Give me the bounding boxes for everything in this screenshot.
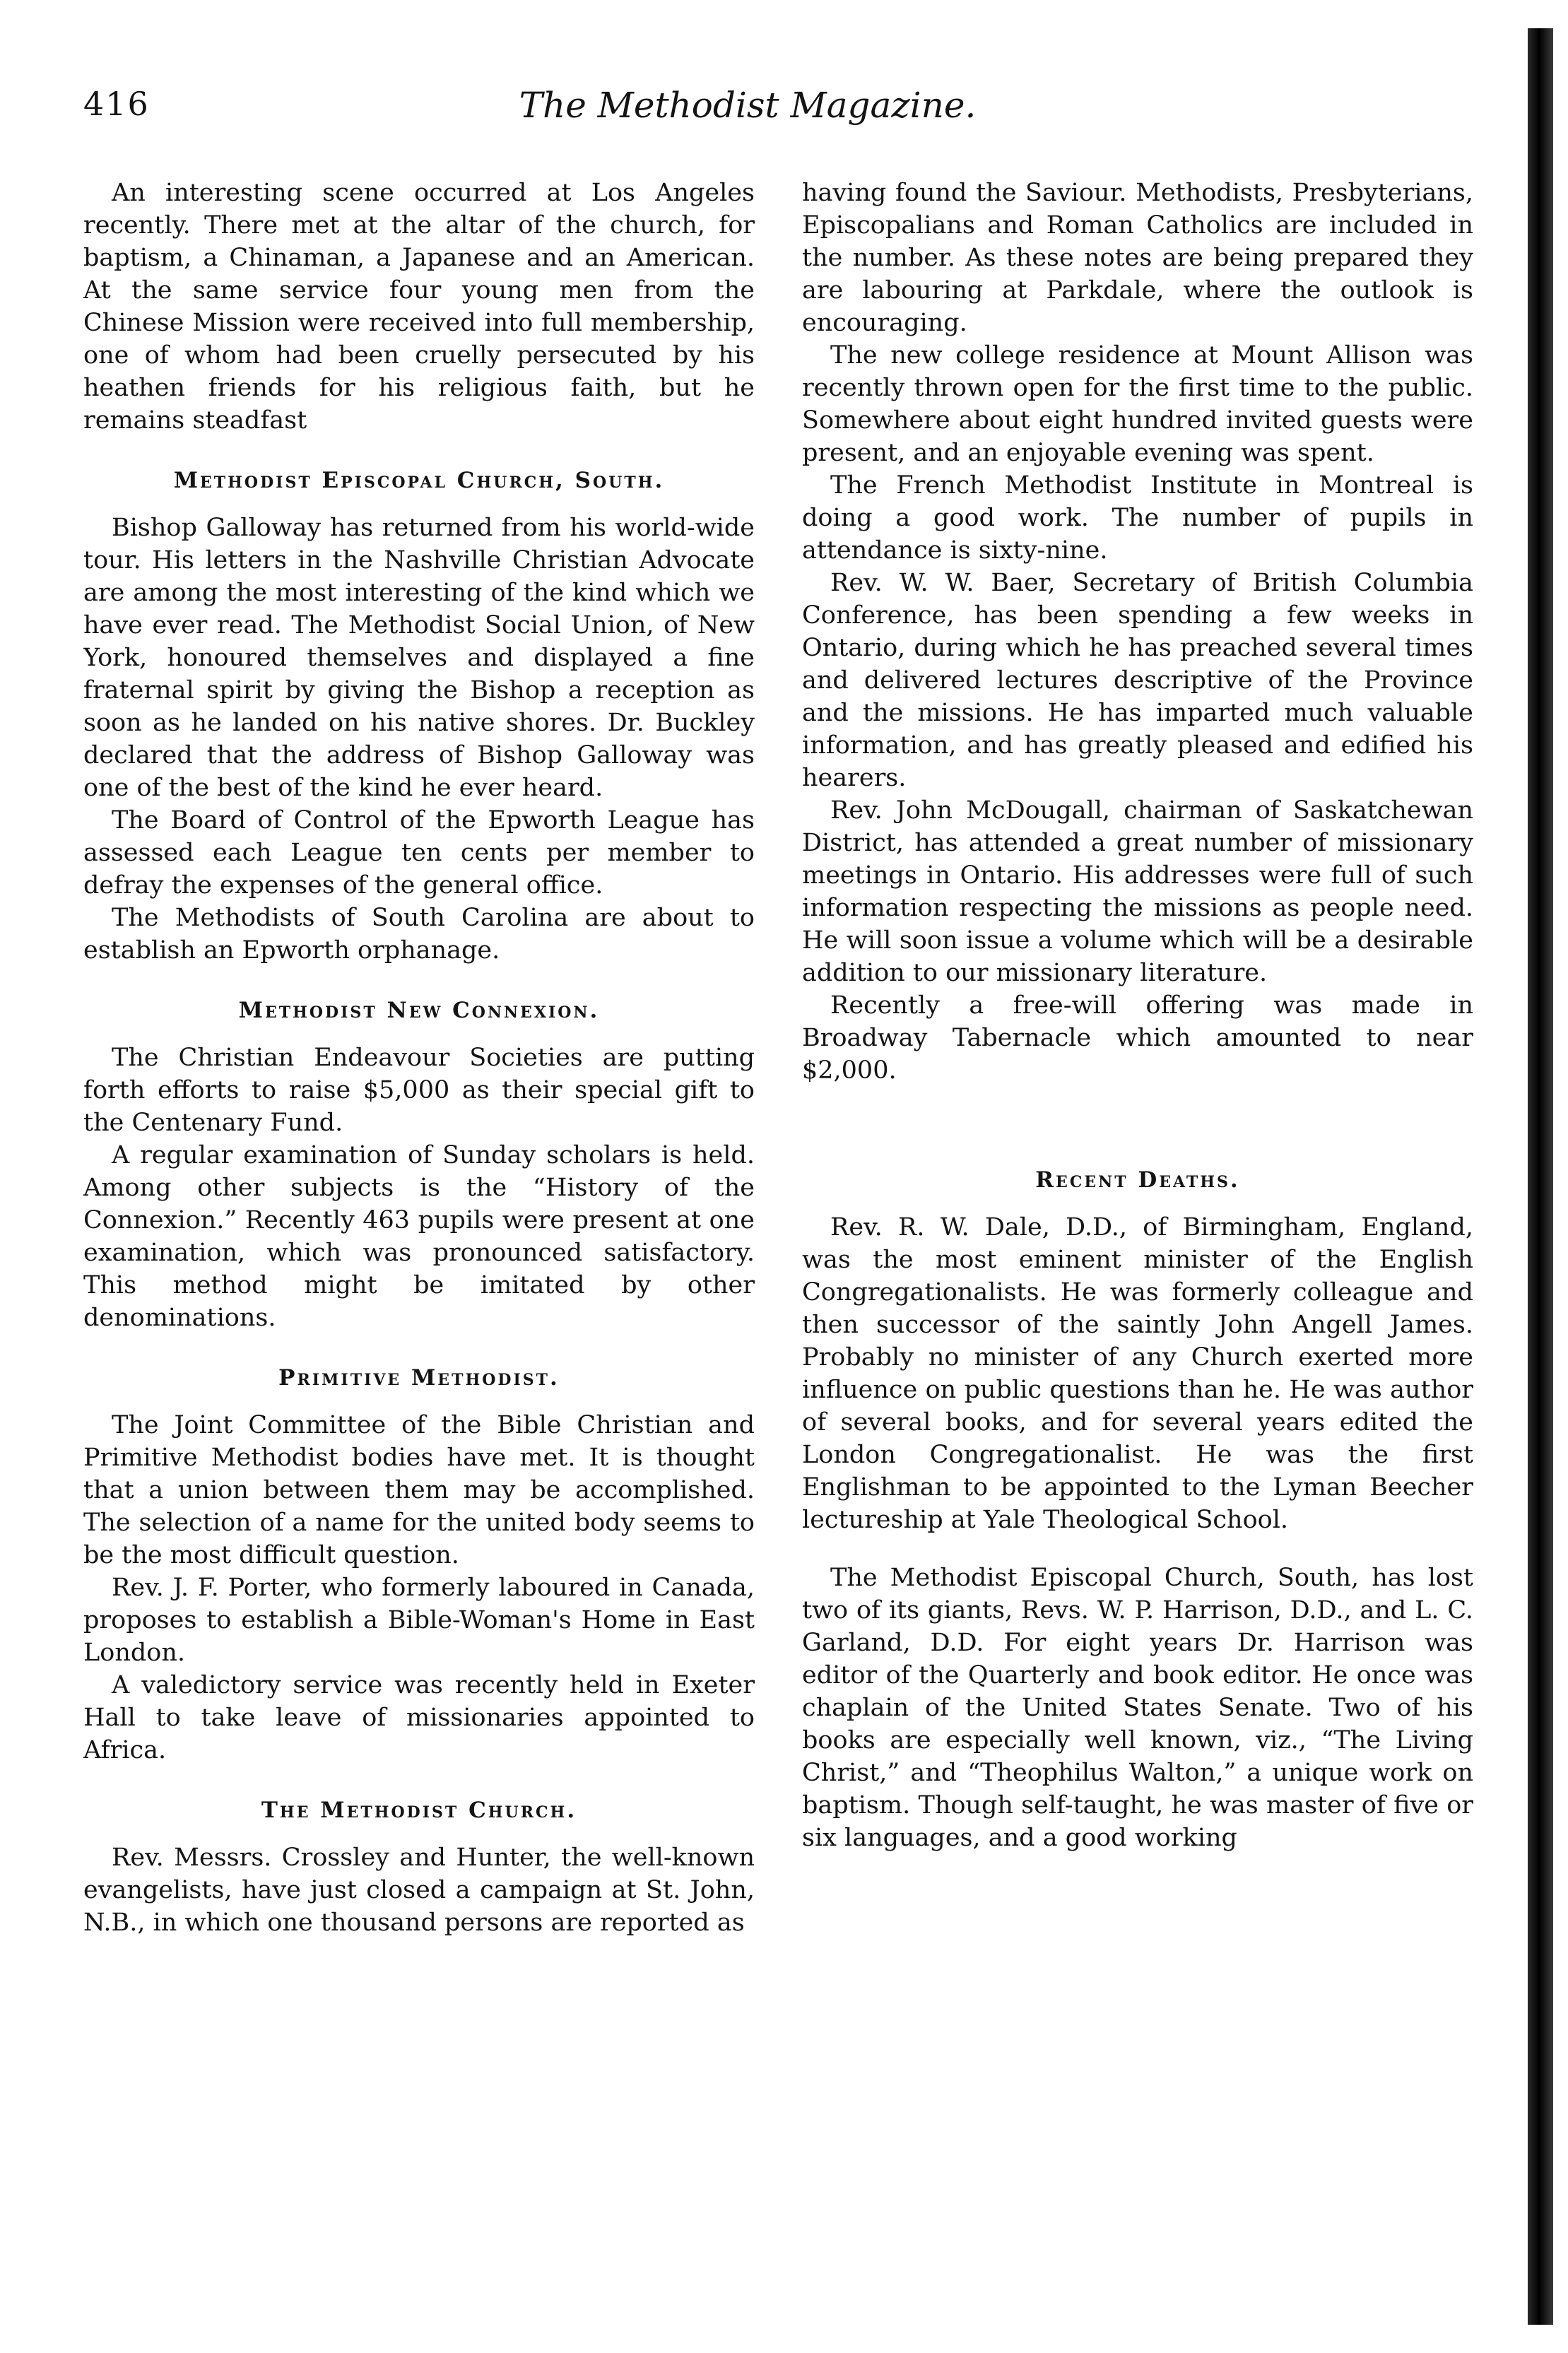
paragraph-sunday-scholars: A regular examination of Sunday scholars is held. Among other subjects is the “History of the Connexion.” Recently 463 pupils were present at one examination, which was pronounced satisfactory. This method might be imitated by other denominations. xyxy=(83,1141,755,1332)
paragraph-rev-dale: Rev. R. W. Dale, D.D., of Birmingham, England, was the most eminent minister of the English Congregationalists. He was formerly colleague and then successor of the saintly John Angell James. Probably no minister of any Church exerted more influence on public questions than he. He was author of several books, and for several years edited the London Congregationalist. He was the first Englishman to be appointed to the Lyman Beecher lectureship at Yale Theological School. xyxy=(802,1213,1473,1534)
paragraph-rev-baer: Rev. W. W. Baer, Secretary of British Columbia Conference, has been spending a few weeks in Ontario, during which he has preached several times and delivered lectures descriptive of the Province and the missions. He has imparted much valuable information, and has greatly pleased and edified his hearers. xyxy=(802,569,1473,792)
paragraph-bishop-galloway: Bishop Galloway has returned from his world-wide tour. His letters in the Nashville Christian Advocate are among the most interesting of the kind which we have ever read. The Methodist Social Union, of New York, honoured themselves and displayed a fine fraternal spirit by giving the Bishop a reception as soon as he landed on his native shores. Dr. Buckley declared that the address of Bishop Galloway was one of the best of the kind he ever heard. xyxy=(83,514,755,802)
paragraph-rev-mcdougall: Rev. John McDougall, chairman of Saskatchewan District, has attended a great number of missionary meetings in Ontario. His addresses were full of such information respecting the missions as people need. He will soon issue a volume which will be a desirable addition to our missionary literature. xyxy=(802,796,1473,987)
section-heading-mec-south: Methodist Episcopal Church, South. xyxy=(173,468,665,493)
paragraph-epworth-board: The Board of Control of the Epworth League has assessed each League ten cents per member to defray the expenses of the general office. xyxy=(83,806,755,900)
section-heading-new-connexion: Methodist New Connexion. xyxy=(238,998,600,1023)
page-header xyxy=(83,85,1412,141)
section-spacer xyxy=(802,1087,1473,1136)
paragraph-joint-committee: The Joint Committee of the Bible Christian and Primitive Methodist bodies have met. It is thought that a union between them may be accomplished. The selection of a name for the united body seems to be the most difficult question. xyxy=(83,1411,755,1569)
running-title: The Methodist Magazine. xyxy=(519,85,977,126)
paragraph-crossley-hunter: Rev. Messrs. Crossley and Hunter, the well-known evangelists, have just closed a campaign at St. John, N.B., in which one thousand persons are reported as xyxy=(83,1844,755,1937)
paragraph-los-angeles: An interesting scene occurred at Los Angeles recently. There met at the altar of the church, for baptism, a Chinaman, a Japanese and an American. At the same service four young men from the Chinese Mission were received into full membership, one of whom had been cruelly persecuted by his heathen friends for his religious faith, but he remains steadfast xyxy=(83,179,755,435)
paragraph-broadway-offering: Recently a free-will offering was made in Broadway Tabernacle which amounted to near $2,000. xyxy=(802,991,1473,1085)
binding-edge-shadow xyxy=(1528,28,1553,2325)
paragraph-french-institute: The French Methodist Institute in Montreal is doing a good work. The number of pupils in attendance is sixty-nine. xyxy=(802,471,1473,565)
left-column xyxy=(83,177,755,2325)
paragraph-mec-south-giants: The Methodist Episcopal Church, South, has lost two of its giants, Revs. W. P. Harrison, D.D., and L. C. Garland, D.D. For eight years Dr. Harrison was editor of the Quarterly and book editor. He once was chaplain of the United States Senate. Two of his books are especially well known, viz., “The Living Christ,” and “Theophilus Walton,” a unique work on baptism. Though self-taught, he was master of five or six languages, and a good working xyxy=(802,1564,1473,1852)
paragraph-christian-endeavour: The Christian Endeavour Societies are putting forth efforts to raise $5,000 as their special gift to the Centenary Fund. xyxy=(83,1044,755,1137)
paragraph-valedictory: A valedictory service was recently held in Exeter Hall to take leave of missionaries appointed to Africa. xyxy=(83,1671,755,1764)
page-number: 416 xyxy=(83,85,150,123)
section-heading-recent-deaths: Recent Deaths. xyxy=(1035,1167,1240,1193)
paragraph-mount-allison: The new college residence at Mount Allison was recently thrown open for the first time to the public. Somewhere about eight hundred invited guests were present, and an enjoyable evening was spent. xyxy=(802,341,1473,467)
paragraph-saviour-continued: having found the Saviour. Methodists, Presbyterians, Episcopalians and Roman Catholics are included in the number. As these notes are being prepared they are labouring at Parkdale, where the outlook is encouraging. xyxy=(802,179,1473,337)
section-heading-primitive-methodist: Primitive Methodist. xyxy=(278,1365,560,1391)
paragraph-south-carolina: The Methodists of South Carolina are about to establish an Epworth orphanage. xyxy=(83,904,755,965)
paragraph-gap xyxy=(802,1536,1473,1562)
section-heading-methodist-church: The Methodist Church. xyxy=(261,1798,577,1823)
paragraph-rev-porter: Rev. J. F. Porter, who formerly laboured in Canada, proposes to establish a Bible-Woman's Home in East London. xyxy=(83,1574,755,1667)
right-column xyxy=(802,177,1473,2325)
